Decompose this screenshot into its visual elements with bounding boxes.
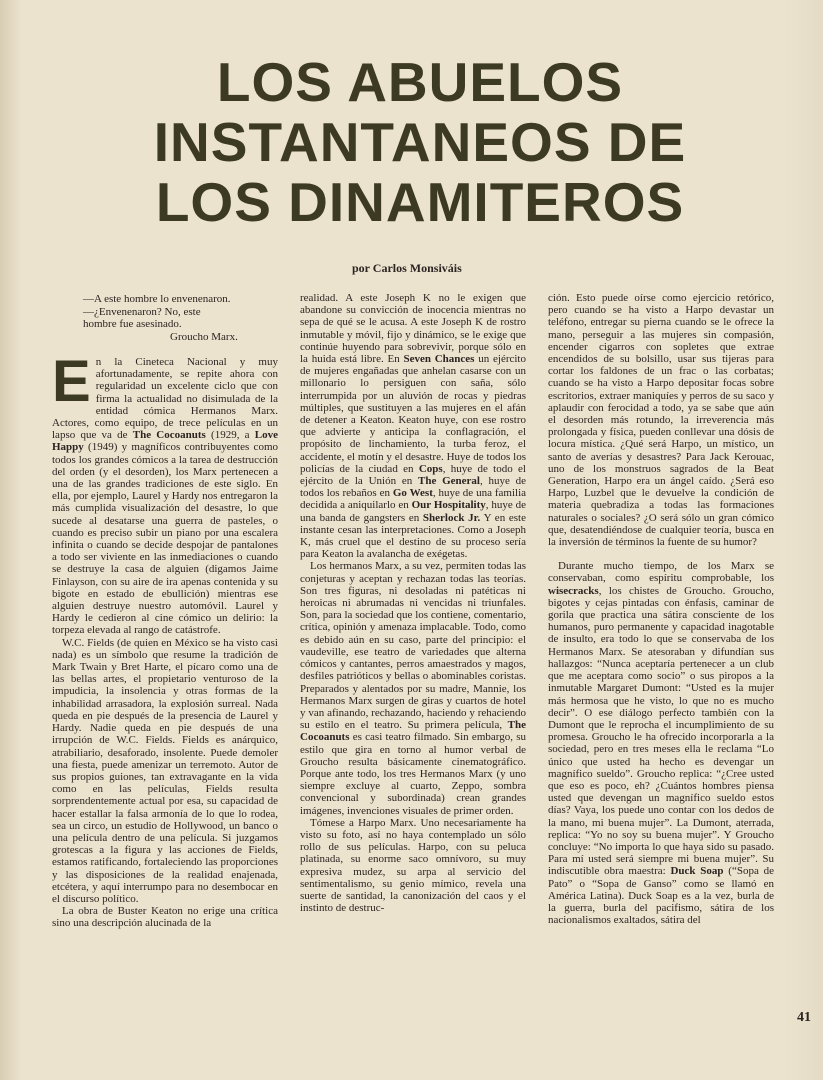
epigraph-line: —A este hombre lo envenenaron.: [83, 293, 231, 305]
paragraph: Durante mucho tiempo, de los Marx se conservaban, como espíritu comprobable, los wisecracks, los chistes de Groucho. Groucho, bigotes y cejas pintadas con énfasis, caminar de gorila que practica una sátira consciente de los humanos, puro permanente y capacidad inagotable de insulto, era todo lo que se conservaba de los Hermanos Marx. Se atesoraban y difundían sus hallazgos: “Nunca aceptaría pertenecer a un club que me aceptara como socio” o sus piropos a la inmutable Margaret Dumont: “Usted es la mujer más hermosa que he visto, lo que no es mucho decir”. O ese diálogo perfecto también con la Dumont que le reprocha el incumplimiento de su promesa. Groucho le ha ofrecido incorporarla a la sociedad, pero en tres meses ella le reclama “Lo único que usted ha hecho es devengar un magnífico sueldo”. Groucho replica: “¿Cree usted que eso es poco, eh? ¿Cuántos hombres piensa usted que devengan un magnífico sueldo estos días? Vaya, los puede uno contar con los dedos de la mano, mi buena mujer”. La Dumont, aterrada, replica: “Yo no soy su buena mujer”. Y Groucho concluye: “No importa lo que haya sido su pasado. Para mí usted será siempre mi buena mujer”. Su indiscutible obra maestra: Duck Soap (“Sopa de Pato” o “Sopa de Ganso” como se llamó en América Latina). Duck Soap es a la vez, burla de la guerra, burla del pacifismo, sátira de los nacionalismos exaltados, sátira del: [548, 560, 775, 927]
article-column-2: [300, 292, 526, 914]
paragraph: ción. Esto puede oírse como ejercicio retórico, pero cuando se ha visto a Harpo devastar un teléfono, entregar su pierna cuando se le ofrece la mano, perseguir a las mujeres sin compasión, encender cigarros con sopletes que extrae encendidos de su bolsillo, usar sus tijeras para cortar los faldones de un frac o las corbatas; cuando se ha visto a Harpo depositar focas sobre escritorios, extraer maniquíes y perros de su saco y aplaudir con ferocidad a todo, ya se sabe que aún el desorden más rotundo, la irreverencia más prolongada y física, pueden conllevar una dósis de locura mística. ¿Qué será Harpo, un místico, un santo de averías y desastres? Para Jack Kerouac, uno de los monstruos sagrados de la Beat Generation, Harpo era un ángel caído. ¿Será eso Harpo, Luzbel que le devuelve la condición de materia quebradiza a todas las formaciones naturales o sociales? ¿O será sólo un gran cómico que, desatendiéndose de cualquier teoría, busca en la inversión de términos la fuente de su humor?: [548, 292, 774, 549]
paragraph: Tómese a Harpo Marx. Uno necesariamente ha visto su foto, así no haya contemplado un sólo rollo de sus películas. Harpo, con su peluca platinada, su enorme saco omnívoro, su muy expresiva mudez, su arpa al servicio del sentimentalismo, su genio mímico, revela una suerte de santidad, la canonización del caos y el instinto de destruc-: [300, 816, 526, 915]
film-title: The Cocoanuts: [132, 429, 206, 442]
page-number: 41: [797, 1010, 811, 1025]
drop-cap: E: [52, 349, 91, 414]
film-title: Our Hospitality: [411, 499, 486, 512]
paragraph: realidad. A este Joseph K no le exigen que abandone su convicción de inocencia mientras no sepa de qué se le acusa. A este Joseph K de rostro inmutable y móvil, fijo y dinámico, se le exige que continúe huyendo para sobrevivir, porque sólo en la huida está libre. En Seven Chances un ejército de mujeres engañadas que anhelan casarse con un millonario lo persiguen con saña, sólo interrumpida por un aluvión de rocas y piedras múltiples, que sustituyen a las mujeres en el afán de detener a Keaton. Keaton huye, con ese rostro que advierte y anticipa la conflagración, el propósito de linchamiento, la turba feroz, el accidente, el motín y el desastre. Huye de todos los policías de la ciudad en Cops, huye de todo el ejército de la Unión en The General, huye de todos los rebaños en Go West, huye de una familia decidida a aniquilarlo en Our Hospitality, huye de una banda de gangsters en Sherlock Jr. Y en este instante cesan las interpretaciones. Como a Joseph K, más cruel que el destino de su proceso sería para Keaton la avalancha de exégetas.: [300, 292, 527, 561]
film-title: Love Happy: [52, 429, 278, 454]
film-title: Duck Soap: [670, 865, 724, 878]
facing-page-bleed: [783, 0, 823, 1080]
headline-line-1: LOS ABUELOS: [216, 51, 624, 113]
paragraph: W.C. Fields (de quien en México se ha visto casi nada) es un símbolo que resume la tradición de Mark Twain y Bret Harte, el pícaro como una de las bellas artes, el propietario venturoso de la impudicia, la insolencia y otras formas de la inhabilidad arrasadora, la explosión surreal. Nada queda en pie después de la presencia de Laurel y Hardy. Nadie queda en pie después de una irrupción de W.C. Fields. Fields es anárquico, atrabiliario, desaforado, insolente. Puede demoler una fiesta, puede amenizar un terremoto. Autor de sus propios guiones, tan extravagante en la vida como en las películas, Fields resulta sorprendentemente actual por esa, su capacidad de hacer estallar la falsa armonía de lo que lo rodea, sea un circo, un estudio de Hollywood, un banco o una película dentro de una película. Si juzgamos grotescas a la figura y las acciones de Fields, estamos ratificando, fortaleciendo las proporciones y las disposiciones de la realidad enajenada, etcétera, y aquí interrumpo para no desembocar en el discurso político.: [52, 636, 278, 905]
epigraph-line: —¿Envenenaron? No, este: [83, 305, 201, 318]
page-gutter-shadow: [0, 0, 22, 1080]
film-title: Seven Chances: [403, 353, 475, 366]
epigraph-line: hombre fue asesinado.: [83, 318, 182, 330]
film-title: Sherlock Jr.: [422, 511, 481, 524]
paragraph: En la Cineteca Nacional y muy afortunadamente, se repite ahora con regularidad un excelente ciclo que con firma la actualidad no disimulada de la entidad cómica Hermanos Marx. Actores, como equipo, de trece películas en un lapso que va de The Cocoanuts (1929, a Love Happy (1949) y magníficos contribuyentes como todos los grandes cómicos a la tarea de destrucción del orden (y el desorden), los Marx pertenecen a una de las grandes tradiciones de este siglo. En ella, por ejemplo, Laurel y Hardy nos entregaron la más cumplida visualización del desastre, lo que sucede al desatarse una guerra de pasteles, o cuando es preciso subir un piano por una escalera infinita o cuando se decide despojar de pantalones a todo ser viviente en las inmediaciones o cuando se destruye la casa de alguien (digamos Jaime Finlayson, con su aire de ira apenas contenida y su bigote en estado de ebullición) mientras ese alguien destruye nuestro automóvil. Laurel y Hardy le cedieron al cine cómico un delirio: la torpeza elevada al rango de catástrofe.: [52, 349, 278, 637]
film-title: The Cocoanuts: [300, 719, 526, 744]
term: wisecracks: [548, 584, 599, 597]
film-title: The General: [417, 475, 480, 488]
article-column-1: [52, 349, 278, 930]
film-title: Cops: [418, 462, 443, 475]
epigraph: [83, 293, 273, 343]
epigraph-author: Groucho Marx.: [170, 330, 238, 343]
film-title: Go West: [392, 487, 433, 500]
paragraph: Los hermanos Marx, a su vez, permiten todas las conjeturas y aceptan y rechazan todas las teorías. Son tres figuras, ni desoladas ni patéticas ni heroicas ni abrumadas ni vencidas ni triunfales. Son, para la sociedad que los contiene, comentario, crítica, opinión y amenaza implacable. Todo, como es debido aún en su caso, parte del principio: el vaudeville, ese teatro de variedades que alterna cómicos y cantantes, perros amaestrados y magos, desfiles patrióticos y bellas o abominables coristas. Preparados y alentados por su madre, Mannie, los Hermanos Marx surgen de giras y cuartos de hotel y van afinando, rechazando, haciendo y rehaciendo su estilo en el teatro. Su primera película, The Cocoanuts es casi teatro filmado. Sin embargo, su estilo que gira en torno al humor verbal de Groucho resulta básicamente cinematográfico. Porque ante todo, los tres Hermanos Marx (y uno siempre excluye al cuarto, Zeppo, sombra convencional y subordinada) crean grandes imágenes, invenciones visuales de primer orden.: [300, 560, 526, 817]
headline-line-3: LOS DINAMITEROS: [155, 171, 685, 233]
article-column-3: [548, 292, 774, 926]
byline: por Carlos Monsiváis: [352, 261, 462, 275]
paragraph: La obra de Buster Keaton no erige una crítica sino una descripción alucinada de la: [52, 905, 278, 930]
article-headline: [120, 52, 720, 232]
headline-line-2: INSTANTANEOS DE: [153, 111, 687, 173]
